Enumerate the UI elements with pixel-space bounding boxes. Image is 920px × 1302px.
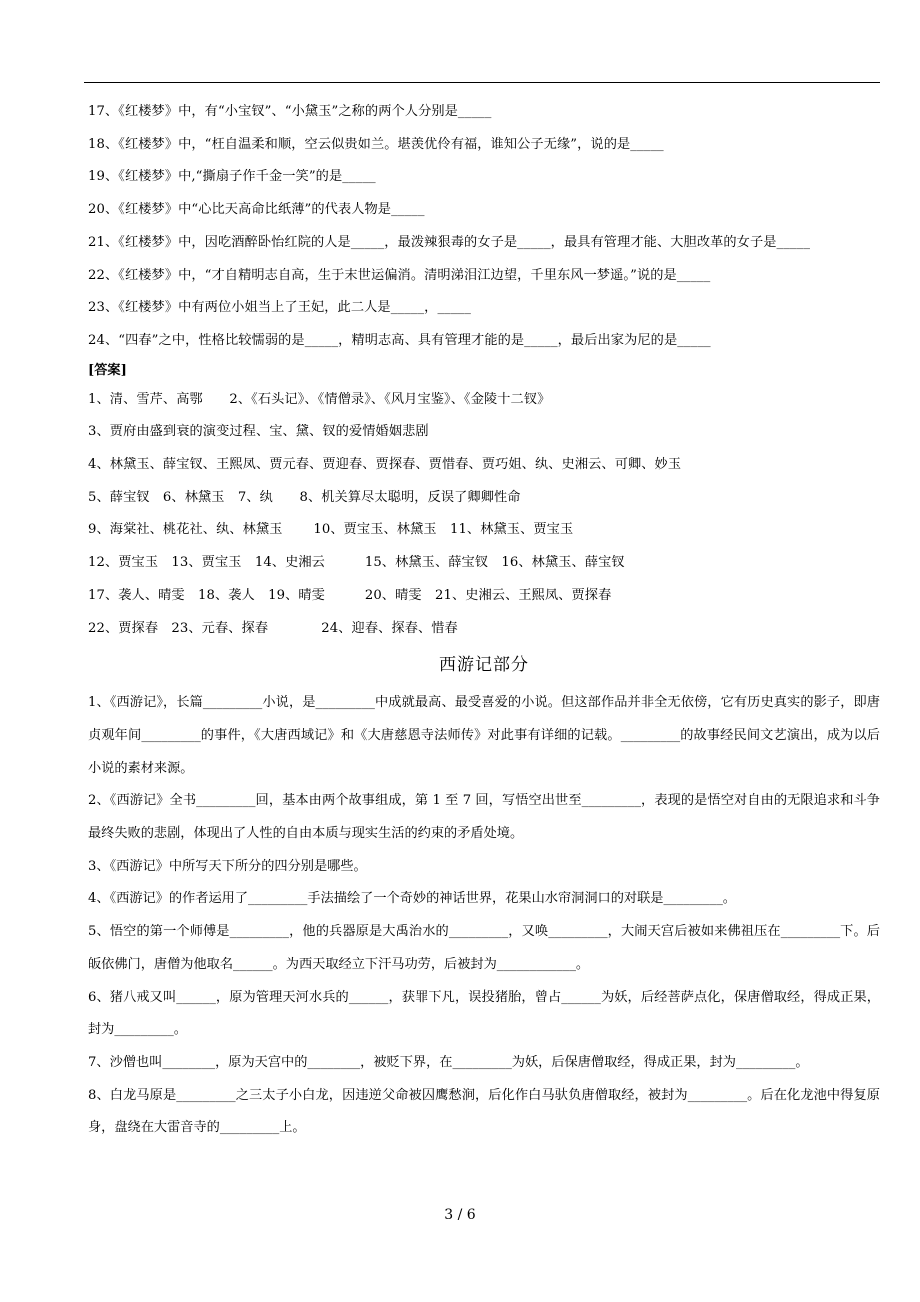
answer-line: 9、海棠社、桃花社、纨、林黛玉 10、贾宝玉、林黛玉 11、林黛玉、贾宝玉 [88,522,574,538]
answer-heading: [答案] [88,362,127,378]
xiyouji-question-6: 6、猪八戒又叫______，原为管理天河水兵的______，获罪下凡，误投猪胎，曾占______为妖，后经菩萨点化，保唐僧取经，得成正果，封为_________。 [88,989,880,1038]
xiyouji-question-4: 4、《西游记》的作者运用了_________手法描绘了一个奇妙的神话世界，花果山水帘洞洞口的对联是_________。 [88,891,736,907]
answer-line: 22、贾探春 23、元春、探春 24、迎春、探春、惜春 [88,620,458,636]
answer-line: 12、贾宝玉 13、贾宝玉 14、史湘云 15、林黛玉、薛宝钗 16、林黛玉、薛宝钗 [88,555,625,571]
question-19: 19、《红楼梦》中,“撕扇子作千金一笑”的是_____ [88,169,376,185]
answer-line: 17、袭人、晴雯 18、袭人 19、晴雯 20、晴雯 21、史湘云、王熙凤、贾探春 [88,587,612,603]
xiyouji-question-5: 5、悟空的第一个师傅是_________，他的兵器原是大禹治水的_________，又唤_________，大闹天宫后被如来佛祖压在_________下。后皈依佛门，唐僧为他取名______。为西天取经立下汗马功劳，后被封为____________。 [88,924,880,972]
question-21: 21、《红楼梦》中，因吃酒醉卧怡红院的人是_____，最泼辣狠毒的女子是_____，最具有管理才能、大胆改革的女子是_____ [88,234,811,250]
xiyouji-question-2: 2、《西游记》全书_________回，基本由两个故事组成，第 1 至 7 回，写悟空出世至_________，表现的是悟空对自由的无限追求和斗争最终失败的悲剧，体现出了人性的自由本质与现实生活的约束的矛盾处境。 [88,793,880,842]
question-17: 17、《红楼梦》中，有“小宝钗”、“小黛玉”之称的两个人分别是_____ [88,104,492,119]
page-content [88,96,880,1145]
page-number: 3 / 6 [444,1207,476,1223]
header-rule [84,82,880,83]
xiyouji-question-3: 3、《西游记》中所写天下所分的四分别是哪些。 [88,858,367,874]
question-23: 23、《红楼梦》中有两位小姐当上了王妃，此二人是_____，_____ [88,300,471,316]
answer-line: 1、清、雪芹、高鄂 2、《石头记》、《情僧录》、《风月宝鉴》、《金陵十二钗》 [88,391,551,407]
question-20: 20、《红楼梦》中“心比天高命比纸薄”的代表人物是_____ [88,202,425,218]
xiyouji-question-7: 7、沙僧也叫________，原为天宫中的________，被贬下界，在_________为妖，后保唐僧取经，得成正果，封为_________。 [88,1054,809,1070]
xiyouji-question-8: 8、白龙马原是_________之三太子小白龙，因违逆父命被囚鹰愁涧，后化作白马驮负唐僧取经，被封为_________。后在化龙池中得复原身，盘绕在大雷音寺的_________上。 [88,1087,880,1136]
answer-line: 5、薛宝钗 6、林黛玉 7、纨 8、机关算尽太聪明，反误了卿卿性命 [88,489,521,505]
section-title: 西游记部分 [439,655,529,676]
question-18: 18、《红楼梦》中，“枉自温柔和顺，空云似贵如兰。堪羡优伶有福，谁知公子无缘”，说的是_____ [88,136,664,152]
xiyouji-question-1: 1、《西游记》，长篇_________小说，是_________中成就最高、最受喜爱的小说。但这部作品并非全无依傍，它有历史真实的影子，即唐贞观年间_________的事件，《大唐西域记》和《大唐慈恩寺法师传》对此事有详细的记载。_________的故事经民间文艺演出，成为以后小说的素材来源。 [88,695,880,776]
question-24: 24、“四春”之中，性格比较懦弱的是_____，精明志高、具有管理才能的是_____，最后出家为尼的是_____ [88,332,711,348]
answer-line: 4、林黛玉、薛宝钗、王熙凤、贾元春、贾迎春、贾探春、贾惜春、贾巧姐、纨、史湘云、可卿、妙玉 [88,457,682,473]
answer-line: 3、贾府由盛到衰的演变过程、宝、黛、钗的爱情婚姻悲剧 [88,424,429,440]
question-22: 22、《红楼梦》中，“才自精明志自高，生于末世运偏消。清明涕泪江边望，千里东风一梦遥。”说的是_____ [88,267,711,283]
